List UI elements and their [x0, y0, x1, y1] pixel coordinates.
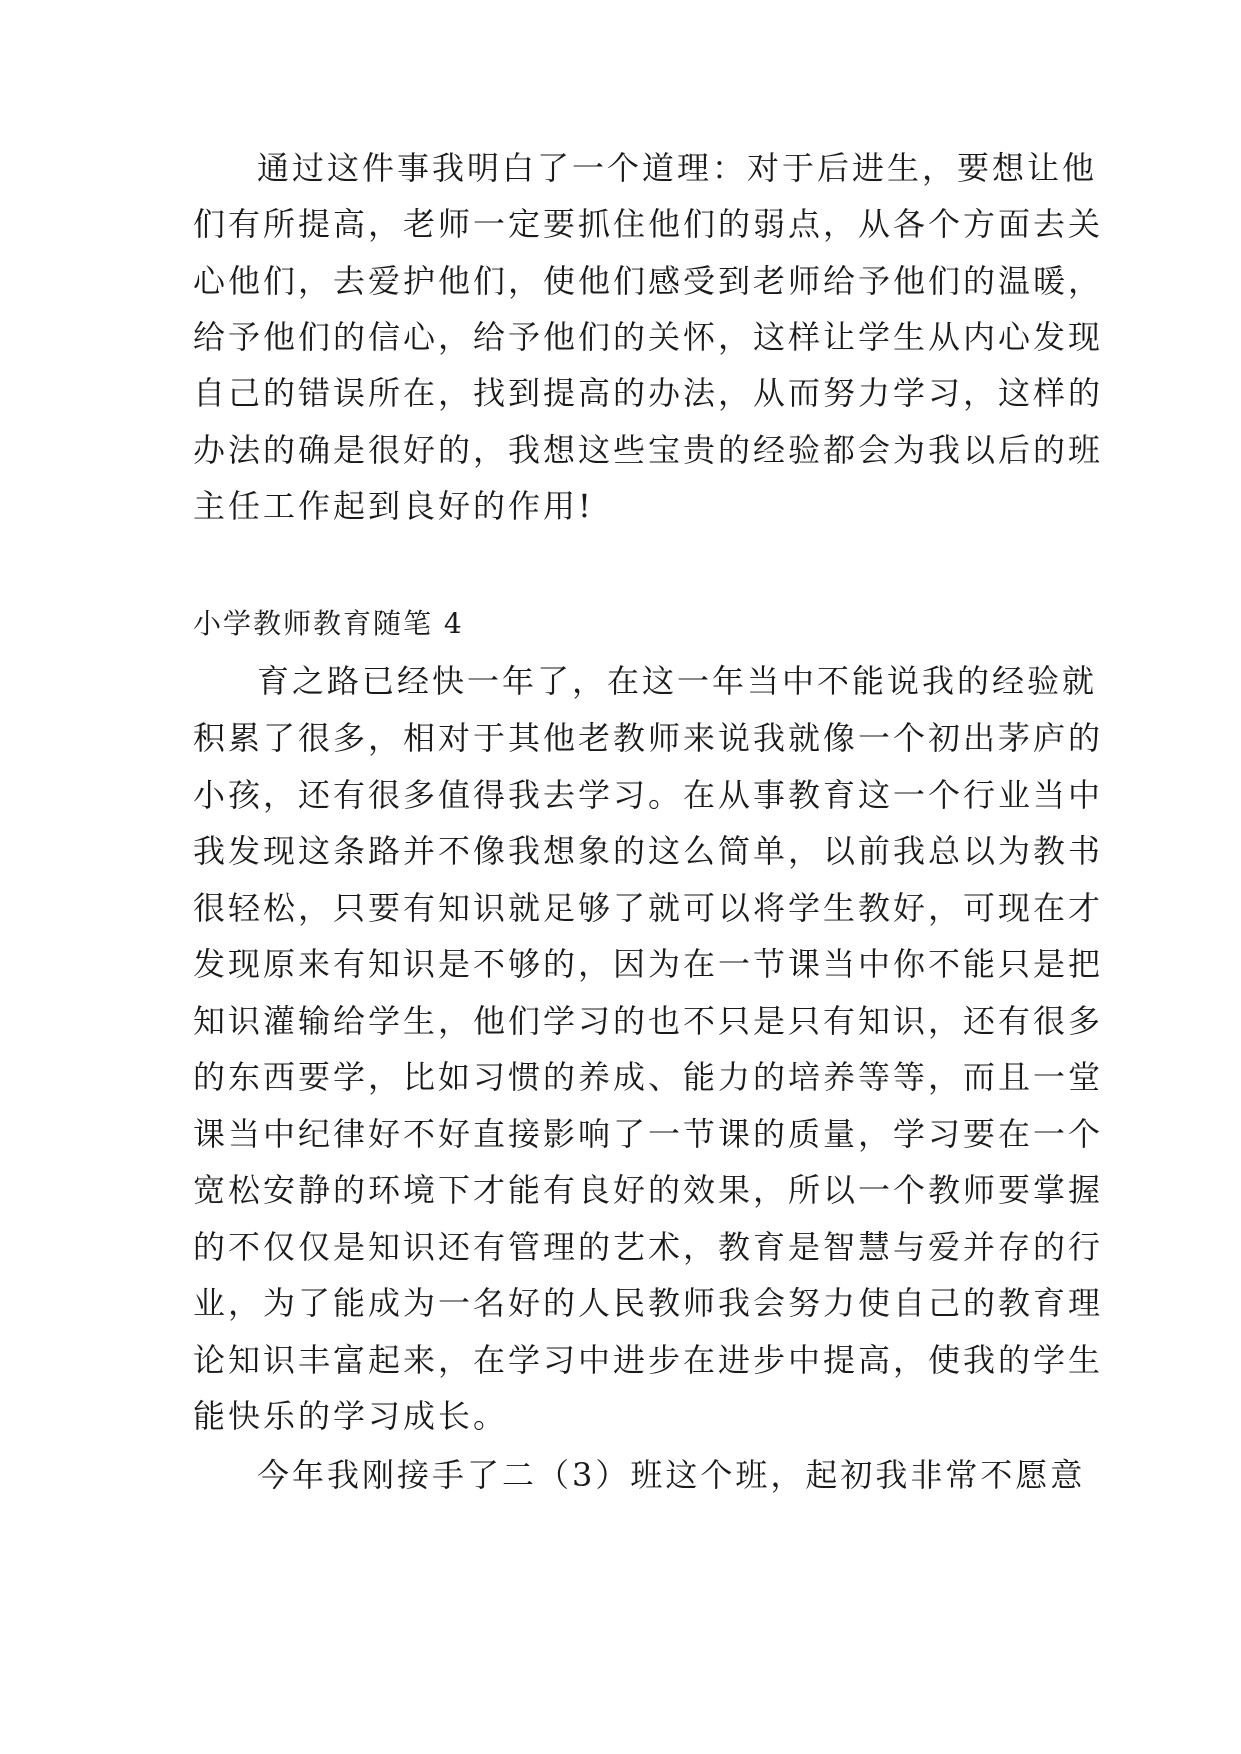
paragraph-2-line: 课当中纪律好不好直接影响了一节课的质量，学习要在一个 — [193, 1115, 1104, 1153]
paragraph-3-line: 今年我刚接手了二（3）班这个班，起初我非常不愿意 — [257, 1456, 1086, 1494]
paragraph-2-line: 发现原来有知识是不够的，因为在一节课当中你不能只是把 — [193, 945, 1104, 983]
paragraph-1-line: 通过这件事我明白了一个道理：对于后进生，要想让他 — [257, 149, 1098, 187]
paragraph-1-line: 给予他们的信心，给予他们的关怀，这样让学生从内心发现 — [193, 318, 1104, 356]
paragraph-1-line: 们有所提高，老师一定要抓住他们的弱点，从各个方面去关 — [193, 205, 1104, 243]
paragraph-2-line: 小孩，还有很多值得我去学习。在从事教育这一个行业当中 — [193, 776, 1104, 814]
paragraph-2-line: 能快乐的学习成长。 — [193, 1397, 509, 1435]
paragraph-2-line: 论知识丰富起来，在学习中进步在进步中提高，使我的学生 — [193, 1341, 1104, 1379]
paragraph-1-line: 心他们，去爱护他们，使他们感受到老师给予他们的温暖， — [193, 262, 1104, 300]
paragraph-2-line: 知识灌输给学生，他们学习的也不只是只有知识，还有很多 — [193, 1002, 1104, 1040]
paragraph-2-line: 很轻松，只要有知识就足够了就可以将学生教好，可现在才 — [193, 889, 1104, 927]
paragraph-2-line: 宽松安静的环境下才能有良好的效果，所以一个教师要掌握 — [193, 1171, 1104, 1209]
paragraph-2-line: 我发现这条路并不像我想象的这么简单，以前我总以为教书 — [193, 832, 1104, 870]
section-title: 小学教师教育随笔 4 — [193, 607, 464, 640]
paragraph-2-line: 的不仅仅是知识还有管理的艺术，教育是智慧与爱并存的行 — [193, 1228, 1104, 1266]
paragraph-2-line: 的东西要学，比如习惯的养成、能力的培养等等，而且一堂 — [193, 1058, 1104, 1096]
paragraph-1-line: 自己的错误所在，找到提高的办法，从而努力学习，这样的 — [193, 374, 1104, 412]
paragraph-2-line: 育之路已经快一年了，在这一年当中不能说我的经验就 — [257, 662, 1098, 700]
paragraph-2-line: 积累了很多，相对于其他老教师来说我就像一个初出茅庐的 — [193, 719, 1104, 757]
paragraph-1-line: 办法的确是很好的，我想这些宝贵的经验都会为我以后的班 — [193, 431, 1104, 469]
paragraph-1-line: 主任工作起到良好的作用! — [193, 487, 594, 525]
paragraph-2-line: 业，为了能成为一名好的人民教师我会努力使自己的教育理 — [193, 1284, 1104, 1322]
